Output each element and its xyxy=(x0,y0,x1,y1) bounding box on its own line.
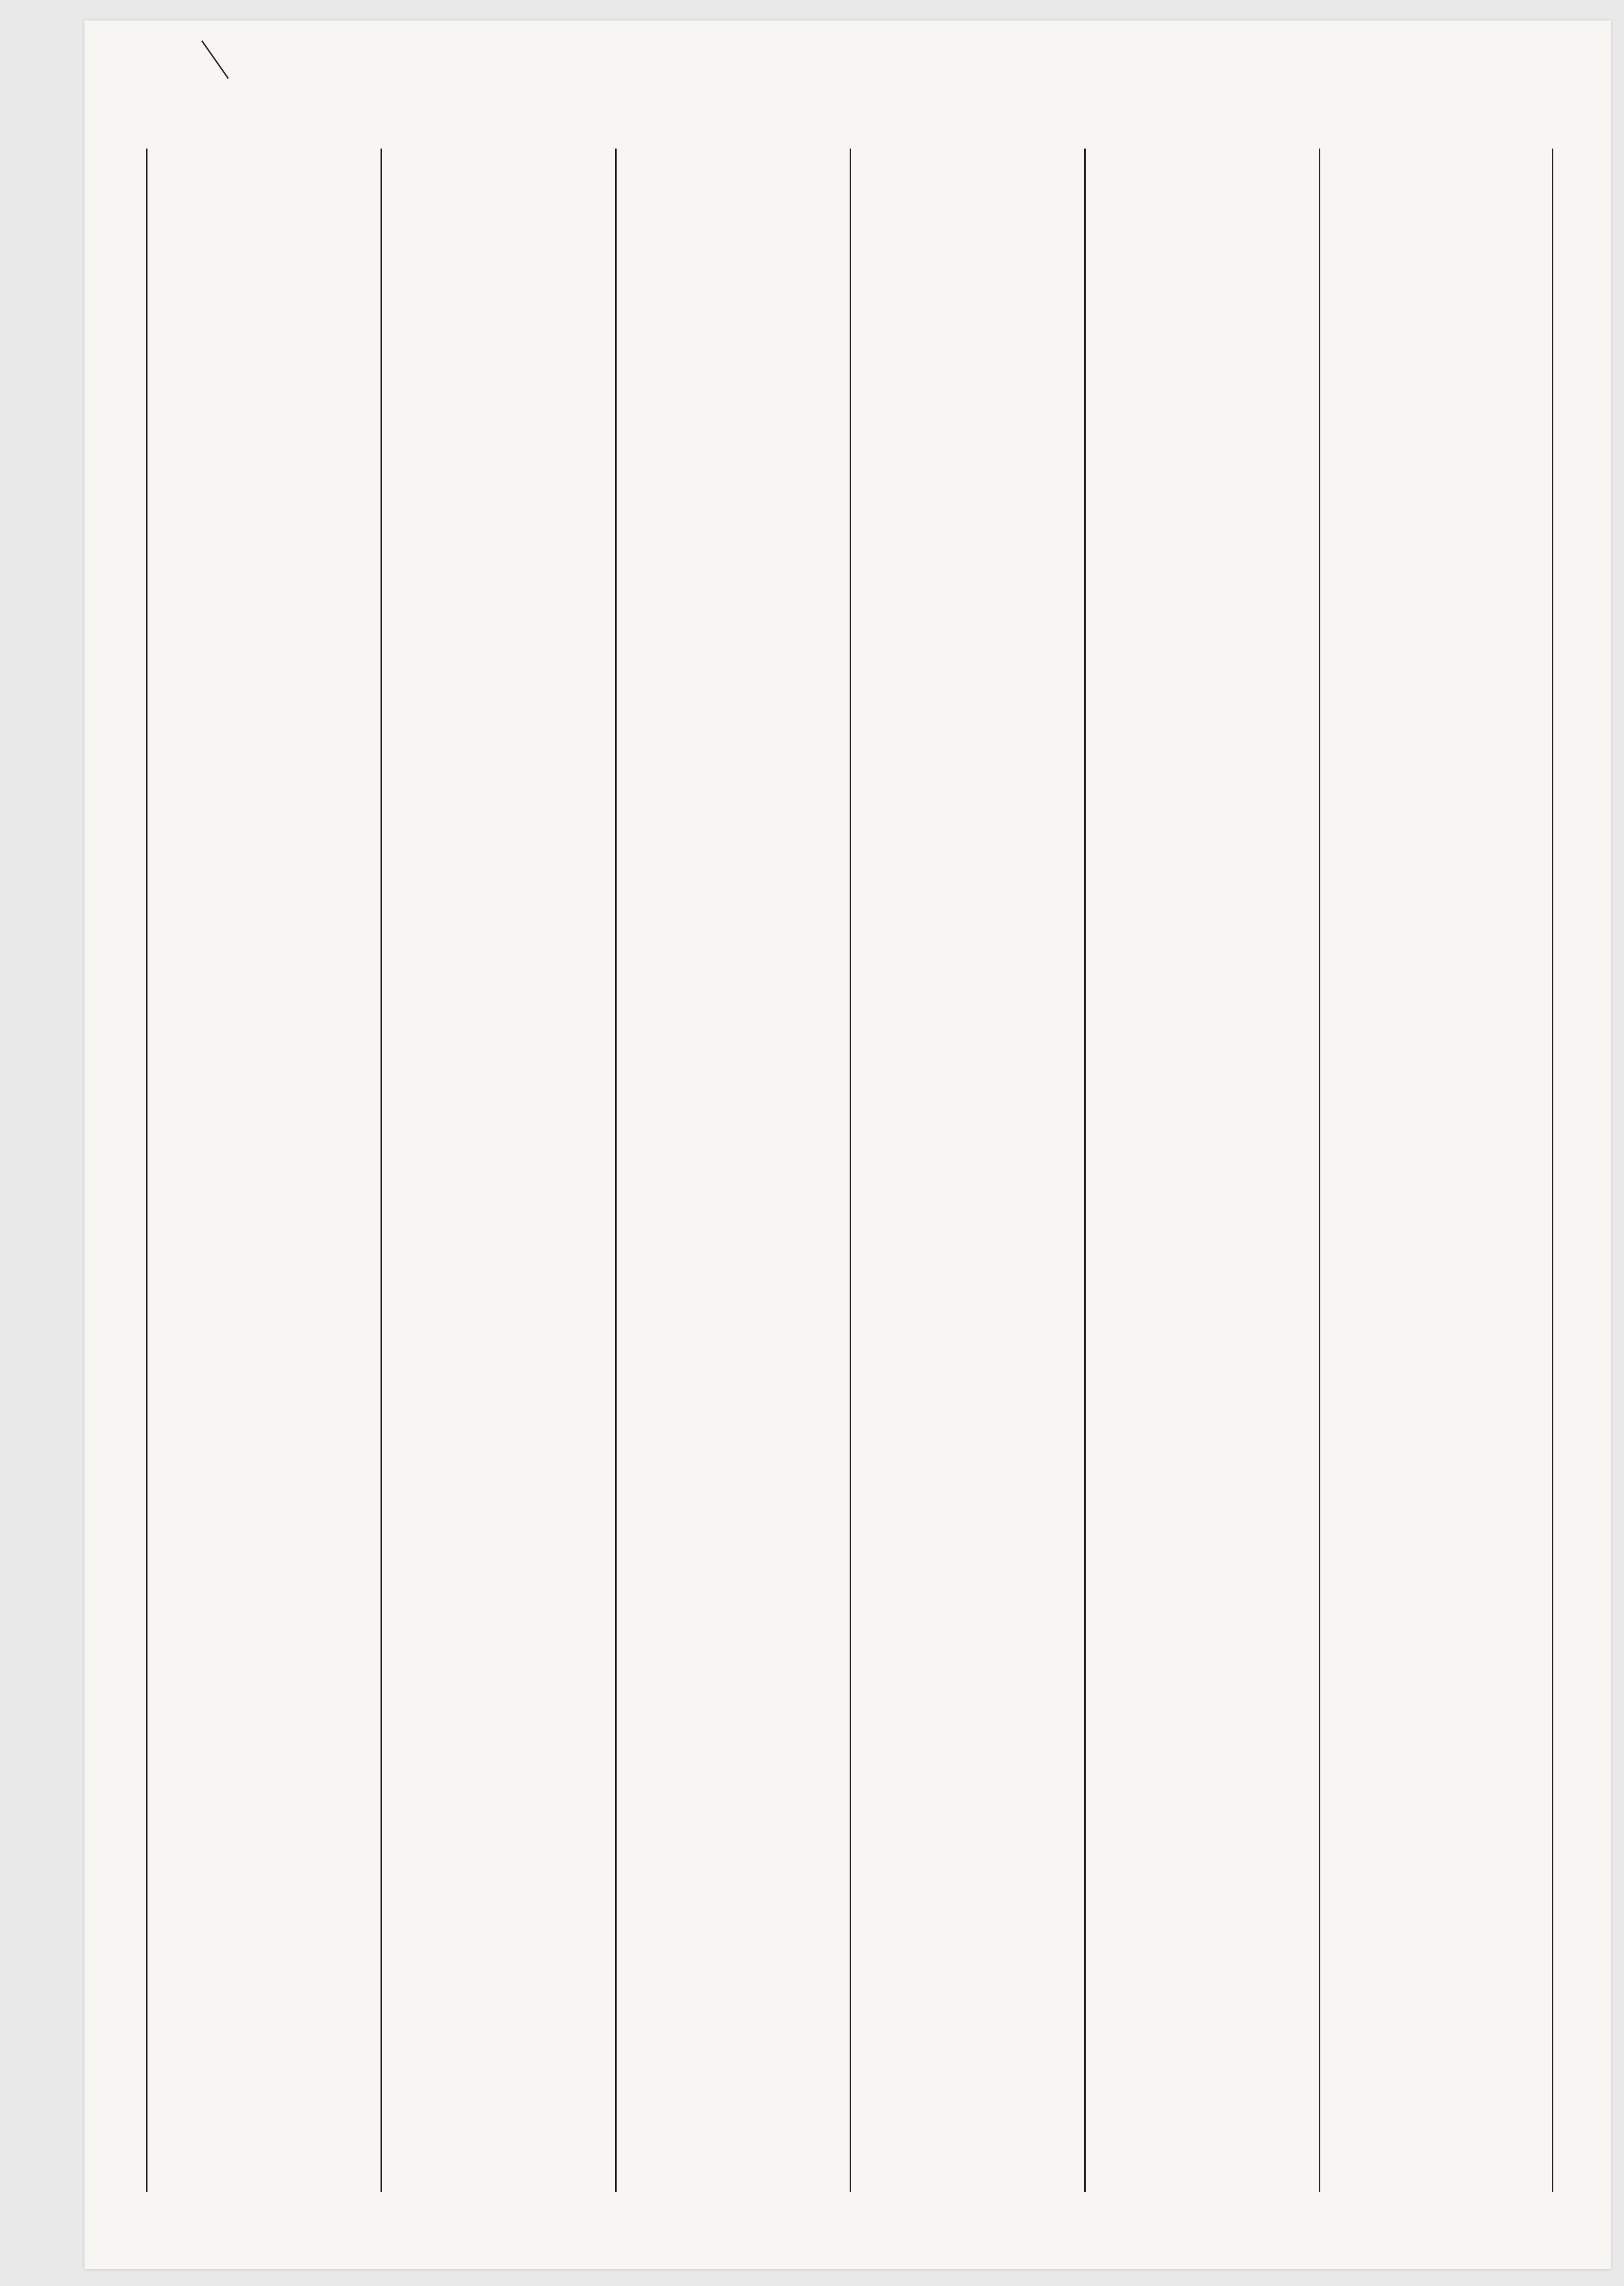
column-5 xyxy=(1087,151,1317,2200)
newspaper-page xyxy=(85,20,1611,2269)
column-1 xyxy=(149,151,379,2200)
column-2 xyxy=(383,151,614,2200)
column-6 xyxy=(1321,151,1549,2200)
fold-mark xyxy=(201,40,229,79)
column-3 xyxy=(618,151,848,2200)
column-4 xyxy=(852,151,1083,2200)
